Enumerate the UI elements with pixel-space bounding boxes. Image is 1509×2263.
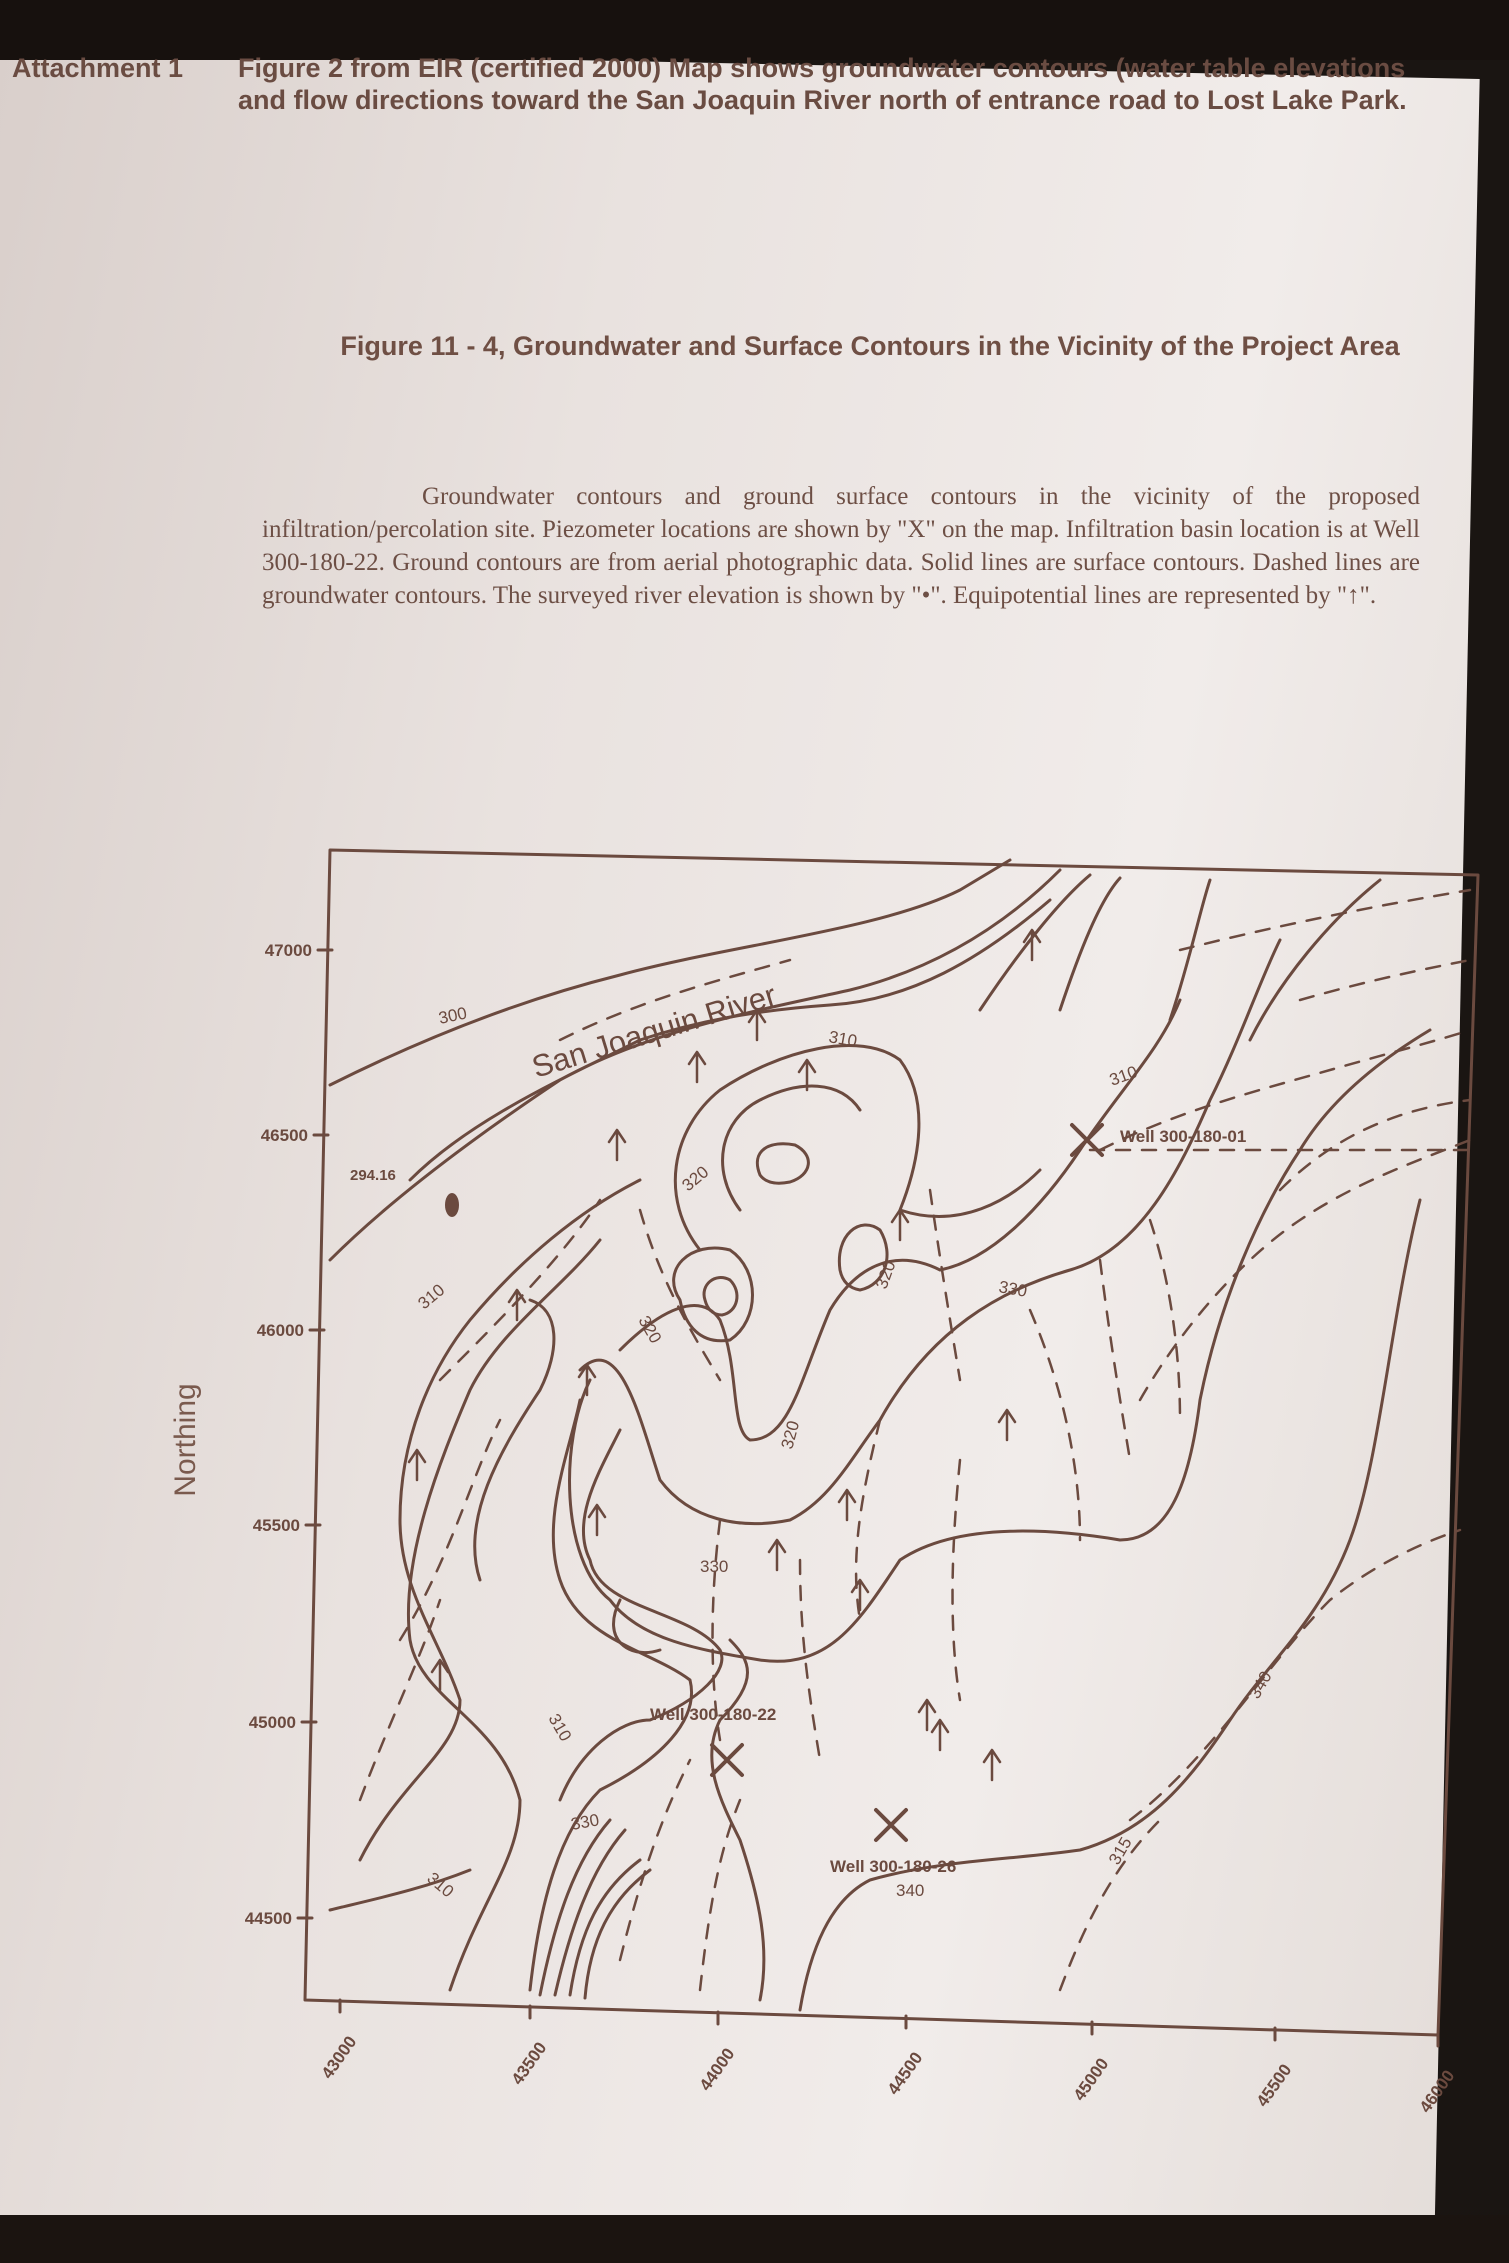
river-elevation-dot (445, 1193, 459, 1217)
contour-label-320: 320 (678, 1162, 713, 1196)
groundwater-contours (360, 890, 1470, 1990)
surface-contour-340-loop (614, 1600, 660, 1653)
surface-contour-hill-outer (675, 1046, 1040, 1250)
x-tick-45000: 45000 (1069, 2054, 1113, 2105)
attachment-description: Figure 2 from EIR (certified 2000) Map shows groundwater contours (water table elevations and flow directions toward the San Joaquin River north of entrance road to Lost Lake Park. (238, 53, 1407, 115)
surface-contour-knob-1 (757, 1144, 808, 1183)
contour-label-310: 310 (827, 1027, 859, 1051)
figure-title: Figure 11 - 4, Groundwater and Surface Contours in the Vicinity of the Project Area (340, 331, 1400, 361)
y-tick-labels (245, 941, 312, 1928)
river-label: San Joaquin River (527, 977, 781, 1085)
figure-caption: Groundwater contours and ground surface contours in the vicinity of the proposed infiltration/percolation site. Piezometer locations are shown by "X" on the map. Infiltration basin location is at Well 300-180-22. Ground contours are from aerial photographic data. Solid lines are surface contours. Dashed lines are groundwater contours. The surveyed river elevation is shown by "•". Equipotential lines are represented by "↑". (262, 483, 1420, 609)
well-markers (712, 1125, 1102, 1840)
surface-contour-330-loop (570, 1030, 1430, 1661)
contour-label-330: 330 (569, 1810, 601, 1834)
surface-contour-310-upper (410, 900, 1050, 1180)
attachment-label: Attachment 1 (12, 53, 184, 83)
y-axis-label: Northing (169, 1383, 202, 1497)
well-label-22: Well 300-180-22 (650, 1705, 777, 1724)
x-tick-labels (318, 2033, 1459, 2117)
y-tick-44500: 44500 (244, 1909, 292, 1928)
contour-label-340: 340 (896, 1881, 925, 1900)
surface-contour-east-tops-3 (1170, 880, 1210, 1020)
y-tick-marks (298, 950, 332, 1918)
y-tick-45000: 45000 (248, 1713, 296, 1732)
surface-contour-s-bend-2 (560, 1430, 722, 1800)
x-tick-44000: 44000 (695, 2044, 739, 2095)
well-marker-26 (876, 1810, 906, 1840)
contour-label-320: 320 (871, 1258, 900, 1292)
well-marker-22 (712, 1745, 742, 1775)
x-tick-45500: 45500 (1252, 2060, 1296, 2111)
well-label-26: Well 300-180-26 (830, 1857, 957, 1876)
river-elevation-label: 294.16 (350, 1167, 396, 1184)
x-tick-43000: 43000 (317, 2032, 361, 2083)
contour-label-330: 330 (997, 1277, 1029, 1301)
contour-label-310: 310 (414, 1280, 449, 1314)
contour-label-300: 300 (436, 1003, 469, 1028)
surface-contour-knob-2 (674, 1248, 753, 1341)
contour-label-315: 315 (1105, 1833, 1136, 1868)
contour-label-330: 330 (700, 1557, 729, 1576)
contour-label-340: 340 (1245, 1667, 1276, 1702)
well-label-01: Well 300-180-01 (1120, 1127, 1247, 1146)
x-tick-46000: 46000 (1415, 2066, 1459, 2117)
contour-label-320: 320 (777, 1418, 804, 1452)
surface-contour-s-bend-1 (475, 1300, 554, 1580)
y-tick-46000: 46000 (256, 1321, 304, 1340)
contour-label-310: 310 (1106, 1062, 1141, 1090)
well-labels (650, 1127, 1246, 1876)
contour-label-310: 310 (544, 1710, 576, 1745)
surface-contour-hill-320 (723, 1086, 860, 1210)
surface-contour-east-tops-2 (1060, 878, 1120, 1010)
surface-contour-340-se (800, 1200, 1420, 2010)
surface-contour-channel-b (585, 1870, 650, 1998)
surface-contour-river-bank (330, 870, 1060, 1260)
x-tick-43500: 43500 (507, 2038, 551, 2089)
y-tick-45500: 45500 (252, 1516, 300, 1535)
y-tick-46500: 46500 (260, 1126, 308, 1145)
x-tick-44500: 44500 (883, 2048, 927, 2099)
contour-label-320: 320 (634, 1312, 666, 1347)
contour-label-310: 310 (423, 1868, 458, 1902)
well-marker-01 (1072, 1125, 1102, 1155)
surface-contour-330-east (712, 1640, 764, 2000)
y-tick-47000: 47000 (264, 941, 312, 960)
